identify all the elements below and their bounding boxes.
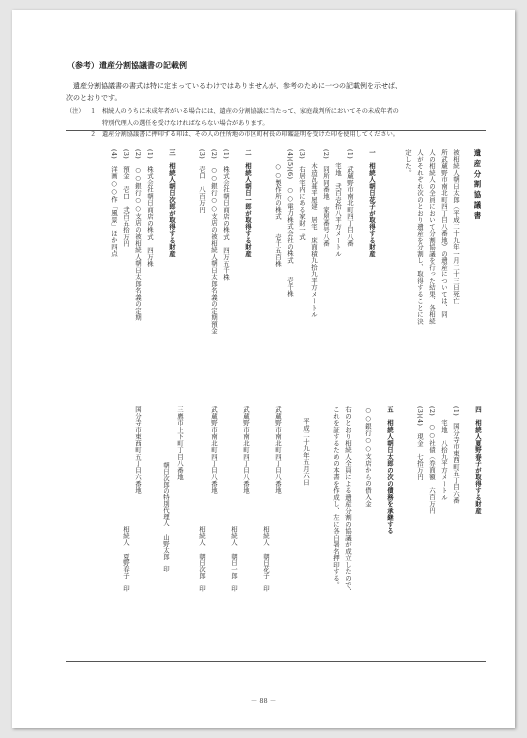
note-number-2: ２ — [90, 131, 97, 138]
section-2-item: (1) 株式会社朝日商店の株式 四万五千株 — [222, 149, 230, 281]
signer-5-address: 国分寺市東西町五丁目六番地 — [134, 406, 142, 494]
section-1-item: 木造瓦葺平屋建 居宅 床面積九拾九平方メートル — [310, 149, 318, 318]
signer-2 — [228, 526, 239, 591]
section-1-item: ○○製作所の株式 壱千五百株 — [274, 149, 282, 267]
signer-4-seal: 印 — [162, 565, 170, 573]
signer-1-role: 相続人 — [262, 526, 270, 546]
preamble-line: 所武蔵野市南北町四丁目八番地）の遺産については、同 — [440, 149, 448, 318]
document-page — [12, 10, 515, 728]
section-1-item: (4)(5)(6) ○○電力株式会社の株式 壱千株 — [286, 149, 294, 298]
signer-1 — [260, 526, 271, 591]
agreement-example — [66, 130, 486, 662]
section-3-item: (1) 株式会社朝日商店の株式 四万株 — [146, 149, 154, 268]
section-1-item: (3) 右居宅内にある家財一式 — [298, 149, 306, 241]
section-3-item: (3) 預金 壱口 弐百五拾万円 — [122, 149, 130, 247]
signer-4 — [160, 462, 171, 572]
signer-2-role: 相続人 — [230, 526, 238, 546]
section-2-item: (2) ○○銀行○○支店の被相続人朝日太郎名義の定期預金 — [210, 149, 218, 335]
signer-2-address: 武蔵野市南北町四丁目八番地 — [242, 406, 250, 494]
signer-5 — [120, 526, 131, 591]
section-3-heading: 三 相続人朝日次郎が取得する財産 — [168, 149, 176, 257]
section-1-item: 宅地 弐百壱拾八平方メートル — [334, 149, 342, 257]
signer-3-seal: 印 — [198, 584, 206, 592]
signer-5-seal: 印 — [122, 584, 130, 592]
signer-1-address: 武蔵野市南北町四丁目八番地 — [274, 406, 282, 494]
preamble-line: 被相続人朝日太郎（平成二十九年一月二十三日死亡 — [452, 149, 460, 305]
agreement-date: 平成二十九年五月六日 — [302, 418, 310, 486]
section-2-heading: 二 相続人朝日一郎が取得する財産 — [244, 149, 252, 257]
signer-3-role: 相続人 — [198, 526, 206, 546]
section-4-heading: 四 相続人夏野春子が取得する財産 — [474, 406, 482, 514]
note-1-line-2: 特別代理人の選任を受けなければならない場合があります。 — [102, 119, 269, 127]
signer-1-seal: 印 — [262, 584, 270, 592]
section-4-item: 宅地 八拾九平方メートル — [440, 406, 448, 501]
preamble-line: 定した。 — [404, 149, 412, 176]
agreement-top-half — [66, 149, 486, 394]
section-1-heading: 一 相続人朝日花子が取得する財産 — [368, 149, 376, 257]
signer-1-name: 朝日花子 — [262, 553, 270, 579]
section-3-item: (2) ○○銀行○○支店の被相続人朝日太郎名義の定期 — [134, 149, 142, 321]
signer-5-name: 夏野春子 — [122, 553, 130, 579]
section-4-item: (3)(4) 現金 七拾万円 — [416, 406, 424, 481]
signer-4-address: 三鷹市上下町丁目八番地 — [176, 406, 184, 481]
section-heading: （参考）遺産分割協議書の記載例 — [67, 60, 187, 70]
signer-4-name: 山野太郎 — [162, 534, 170, 560]
section-3-item: (4) 洋画○○作「風景」ほか四点 — [110, 149, 118, 257]
note-1-line-1: 相続人のうちに未成年者がいる場合には、遺産の分割協議に当たって、家庭裁判所においてその未成年者の — [102, 108, 399, 115]
intro-text — [66, 80, 486, 104]
closing-line: これを証するための本書を作成し、左に各自署名押印する。 — [332, 406, 340, 589]
section-1-item: (1) 武蔵野市南北町四丁目八番 — [346, 149, 354, 247]
section-4-item: (2) ○○社債（券面額 六百万円 — [428, 406, 436, 514]
section-2-item: (3) 壱口 八百万円 — [198, 149, 206, 214]
signer-5-role: 相続人 — [122, 526, 130, 546]
agreement-title: 遺産分割協議書 — [473, 149, 482, 222]
signer-3-name: 朝日次郎 — [198, 553, 206, 579]
section-1-item: (2) 同所同番地 家屋番号八番 — [322, 149, 330, 247]
signer-2-seal: 印 — [230, 584, 238, 592]
note-mark: （注） — [66, 108, 85, 115]
preamble-line: 人の相続人の全員において分割協議を行った結果、各相続 — [428, 149, 436, 325]
agreement-bottom-half — [66, 406, 486, 656]
signer-3-address: 武蔵野市南北町四丁目八番地 — [210, 406, 218, 494]
page-number: － 88 － — [250, 697, 277, 705]
preamble-line: 人がそれぞれ次のとおり遺産を分割し、取得することに決 — [416, 149, 424, 325]
section-4-item: (1) 国分寺市東西町五丁目六番 — [452, 406, 460, 504]
signer-2-name: 朝日一郎 — [230, 553, 238, 579]
closing-line: 右のとおり相続人全員による遺産分割の協議が成立したので、 — [344, 406, 352, 595]
intro-line-2: 次のとおりです。 — [66, 94, 122, 102]
signer-3 — [196, 526, 207, 591]
note-2-line-1: 遺産分割協議書に押印する印は、その人の住所地の市区町村長の印鑑証明を受けた印を使用してください。 — [102, 131, 399, 138]
section-5-item: ○○銀行○○支店からの借入金 — [364, 406, 372, 507]
signer-4-role: 朝日次郎の特別代理人 — [162, 462, 170, 526]
intro-line-1: 遺産分割協議書の書式は特に定まっているわけではありませんが、参考のために一つの記載例を示せば、 — [73, 82, 402, 90]
section-5-heading: 五 相続人朝日太郎の次の債務を承継する — [386, 406, 394, 535]
note-number-1: １ — [90, 108, 97, 115]
